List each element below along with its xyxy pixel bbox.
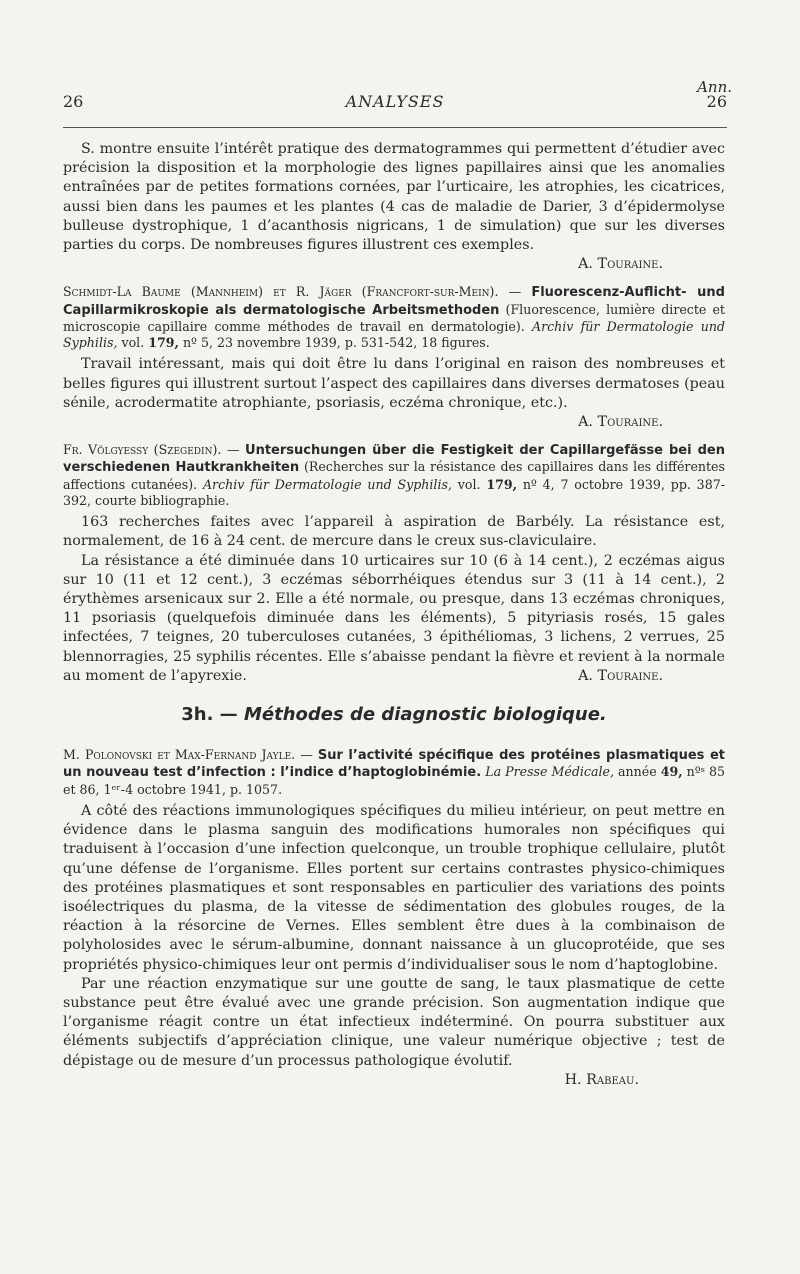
page-number-right: 26 <box>706 92 727 111</box>
paragraph-enzymatique: Par une réaction enzymatique sur une goutte de sang, le taux plasmatique de cette substance peut être évalué avec une grande précision. Son augmentation indique que l’organisme réagit contre un état infectieux indéterminé. On pourra substituer aux éléments subjectifs d’appréciation clinique, une valeur numérique objective ; test de dépistage ou de mesure d’un processus pathologique évolutif. <box>63 975 725 1069</box>
paragraph-reactions: A côté des réactions immunologiques spécifiques du milieu intérieur, on peut mettre en évidence dans le plasma sanguin des modifications humorales non spécifiques qui traduisent à l’occasion d’une infection quelconque, un trouble trophique cellulaire, plutôt qu’une défense de l’organisme. Elles portent sur certains contrastes physico-chimiques des protéines plasmatiques et sont responsables en particulier des variations des points isoélectriques du plasma, de la vitesse de sédimentation des globules rouges, de la réaction à la résorcine de Vernes. Elles semblent être dues à la combinaison de polyholosides avec le sérum-albumine, donnant naissance à un glucoprotéide, que ses propriétés physico-chimiques leur ont permis d’individualiser sous le nom d’haptoglobine. <box>63 802 725 973</box>
section-number: 3h. — <box>181 704 238 726</box>
signature <box>63 413 725 432</box>
page-body <box>63 140 725 1090</box>
reference-year-prefix: année <box>618 764 657 780</box>
reference-details: nº 5, 23 novembre 1939, p. 531-542, 18 figures. <box>182 335 490 351</box>
reference-journal: La Presse Médicale, <box>485 764 614 780</box>
reference-volume: 179, <box>148 335 179 351</box>
reference-volume: 179, <box>486 476 517 492</box>
section-title: Méthodes de diagnostic biologique. <box>243 704 607 726</box>
signature <box>63 1071 725 1090</box>
page-annotation: Ann. <box>697 78 732 96</box>
reference-title: Fluorescenz-Auflicht- und Capillarmikroskopie als dermatologische Arbeitsmethoden <box>63 285 725 318</box>
paragraph-fluorescence: Travail intéressant, mais qui doit être lu dans l’original en raison des nombreuses et belles figures qui illustrent surtout l’aspect des capillaires dans diverses dermatoses (peau sénile, acrodermatite atrophiante, psoriasis, eczéma chronique, etc.). <box>63 356 725 411</box>
reference-authors: Schmidt-La Baume (Mannheim) et R. Jäger (Francfort-sur-Mein). — <box>63 284 522 300</box>
reference-volume-prefix: vol. <box>121 335 145 351</box>
reference-translation: (Recherches sur la résistance des capillaires dans les différentes affections cutanées). <box>63 459 725 492</box>
signature-initial: A. <box>578 256 593 273</box>
paragraph-recherches: 163 recherches faites avec l’appareil à aspiration de Barbély. La résistance est, normalement, de 16 à 24 cent. de mercure dans le creux sus-claviculaire. <box>63 514 725 550</box>
reference-authors: M. Polonovski et Max-Fernand Jayle. — <box>63 747 313 763</box>
running-header <box>63 92 727 116</box>
signature-initial: A. <box>578 668 593 685</box>
reference-title: Untersuchungen über die Festigkeit der Capillargefässe bei den verschiedenen Hautkrankheiten <box>63 443 725 476</box>
signature-initial: A. <box>578 414 593 431</box>
paragraph-resistance: La résistance a été diminuée dans 10 urticaires sur 10 (6 à 14 cent.), 2 eczémas aigus sur 10 (11 et 12 cent.), 3 eczémas séborrhéiques étendus sur 3 (11 à 14 cent.), 2 érythèmes arsenicaux sur 2. Elle a été normale, ou presque, dans 13 eczémas chroniques, 11 psoriasis (quelquefois diminuée dans les éléments), 5 pityriasis rosés, 15 gales infectées, 7 teignes, 20 tuberculoses cutanées, 3 épithéliomas, 3 lichens, 2 verrues, 25 blennorragies, 25 syphilis récentes. Elle s’abaisse pendant la fièvre et revient à la normale au moment de l’apyrexie. <box>63 552 725 684</box>
paragraph-dermatogrammes: S. montre ensuite l’intérêt pratique des dermatogrammes qui permettent d’étudier avec précision la disposition et la morphologie des lignes papillaires ainsi que les anomalies entraînées par de petites formations cornées, par l’urticaire, les atrophies, les cicatrices, aussi bien dans les paumes et les plantes (4 cas de maladie de Darier, 3 d’épidermolyse bulleuse dystrophique, 1 d’acanthosis nigricans, 1 de simulation) que sur les diverses parties du corps. De nombreuses figures illustrent ces exemples. <box>63 141 725 254</box>
signature-name: Touraine. <box>597 256 663 273</box>
reference-translation: (Fluorescence, lumière directe et microscopie capillaire comme méthodes de travail en dermatologie). <box>63 301 725 334</box>
reference-details: nºˢ 85 et 86, 1ᵉʳ-4 octobre 1941, p. 1057. <box>63 764 726 797</box>
section-heading <box>63 704 725 725</box>
signature-name: Touraine. <box>597 414 663 431</box>
running-title: ANALYSES <box>345 92 445 111</box>
signature-name: Touraine. <box>597 668 663 685</box>
reference-polonovski <box>63 747 725 798</box>
reference-volgyessy <box>63 442 725 509</box>
page-number-left: 26 <box>63 92 84 111</box>
reference-journal: Archiv für Dermatologie und Syphilis, <box>202 476 452 492</box>
reference-journal: Archiv für Dermatologie und Syphilis, <box>63 318 725 351</box>
reference-volume: 49, <box>660 764 683 780</box>
signature-initial: H. <box>564 1071 582 1088</box>
reference-details: nº 4, 7 octobre 1939, pp. 387-392, courte bibliographie. <box>63 476 725 508</box>
reference-schmidt-la-baume <box>63 284 725 351</box>
signature <box>63 255 725 274</box>
reference-title: Sur l’activité spécifique des protéines plasmatiques et un nouveau test d’infection : l’indice d’haptoglobinémie. <box>63 748 725 781</box>
reference-volume-prefix: vol. <box>457 476 481 492</box>
header-rule <box>63 127 727 128</box>
reference-authors: Fr. Völgyessy (Szegedin). — <box>63 442 240 458</box>
signature-name: Rabeau. <box>586 1071 639 1088</box>
